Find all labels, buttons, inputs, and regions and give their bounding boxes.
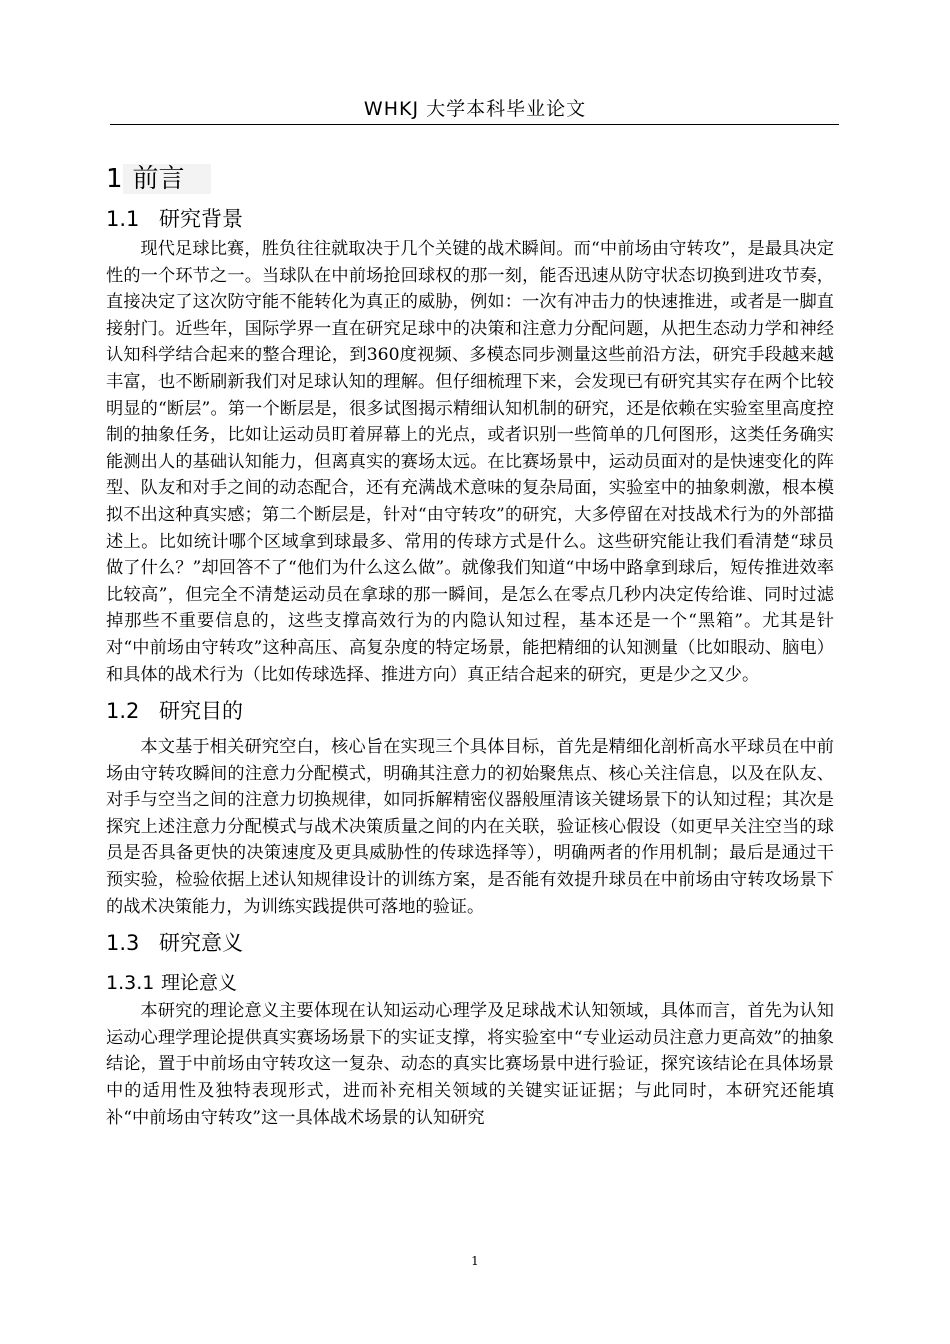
- section-title: 研究意义: [159, 931, 243, 956]
- document-body: [106, 158, 834, 1131]
- section-heading-significance: [106, 926, 834, 960]
- section-heading-purpose: [106, 694, 834, 728]
- running-header-title: WHKJ 大学本科毕业论文: [363, 98, 587, 120]
- section-title: 研究目的: [159, 699, 243, 724]
- paragraph-purpose: 本文基于相关研究空白，核心旨在实现三个具体目标，首先是精细化剖析高水平球员在中前场由守转攻瞬间的注意力分配模式，明确其注意力的初始聚焦点、核心关注信息，以及在队友、对手与空当之间的注意力切换规律，如同拆解精密仪器般厘清该关键场景下的认知过程；其次是探究上述注意力分配模式与战术决策质量之间的内在关联，验证核心假设（如更早关注空当的球员是否具备更快的决策速度及更具威胁性的传球选择等），明确两者的作用机制；最后是通过干预实验，检验依据上述认知规律设计的训练方案，是否能有效提升球员在中前场由守转攻场景下的战术决策能力，为训练实践提供可落地的验证。: [106, 737, 834, 917]
- section-number: 1.1: [106, 207, 140, 231]
- subsection-number: 1.3.1: [106, 972, 155, 995]
- section-number: 1.3: [106, 931, 140, 956]
- section-number: 1.2: [106, 699, 140, 724]
- subsection-title: 理论意义: [161, 972, 238, 995]
- page-number: 1: [471, 1254, 479, 1268]
- paragraph-theory: 本研究的理论意义主要体现在认知运动心理学及足球战术认知领域，具体而言，首先为认知运动心理学理论提供真实赛场场景下的实证支撑，将实验室中“专业运动员注意力更高效”的抽象结论，置于中前场由守转攻这一复杂、动态的真实比赛场景中进行验证，探究该结论在具体场景中的适用性及独特表现形式，进而补充相关领域的关键实证证据；与此同时，本研究还能填补“中前场由守转攻”这一具体战术场景的认知研究: [106, 1001, 834, 1128]
- header-divider: [110, 124, 839, 125]
- chapter-title: 前言: [123, 164, 211, 194]
- subsection-heading-theory: [106, 968, 834, 998]
- chapter-number: 1: [106, 164, 123, 194]
- paragraph-background: 现代足球比赛，胜负往往就取决于几个关键的战术瞬间。而“中前场由守转攻”，是最具决定性的一个环节之一。当球队在中前场抢回球权的那一刻，能否迅速从防守状态切换到进攻节奏，直接决定了这次防守能不能转化为真正的威胁，例如：一次有冲击力的快速推进，或者是一脚直接射门。近些年，国际学界一直在研究足球中的决策和注意力分配问题，从把生态动力学和神经认知科学结合起来的整合理论，到360度视频、多模态同步测量这些前沿方法，研究手段越来越丰富，也不断刷新我们对足球认知的理解。但仔细梳理下来，会发现已有研究其实存在两个比较明显的“断层”。第一个断层是，很多试图揭示精细认知机制的研究，还是依赖在实验室里高度控制的抽象任务，比如让运动员盯着屏幕上的光点，或者识别一些简单的几何图形，这类任务确实能测出人的基础认知能力，但离真实的赛场太远。在比赛场景中，运动员面对的是快速变化的阵型、队友和对手之间的动态配合，还有充满战术意味的复杂局面，实验室中的抽象刺激，根本模拟不出这种真实感；第二个断层是，针对“由守转攻”的研究，大多停留在对技战术行为的外部描述上。比如统计哪个区域拿到球最多、常用的传球方式是什么。这些研究能让我们看清楚“球员做了什么？”却回答不了“他们为什么这么做”。就像我们知道“中场中路拿到球后，短传推进效率比较高”，但完全不清楚运动员在拿球的那一瞬间，是怎么在零点几秒内决定传给谁、同时过滤掉那些不重要信息的，这些支撑高效行为的内隐认知过程，基本还是一个“黑箱”。尤其是针对“中前场由守转攻”这种高压、高复杂度的特定场景，能把精细的认知测量（比如眼动、脑电）和具体的战术行为（比如传球选择、推进方向）真正结合起来的研究，更是少之又少。: [106, 239, 834, 685]
- section-heading-background: [106, 202, 834, 236]
- section-title: 研究背景: [159, 207, 243, 231]
- chapter-heading: [106, 158, 834, 200]
